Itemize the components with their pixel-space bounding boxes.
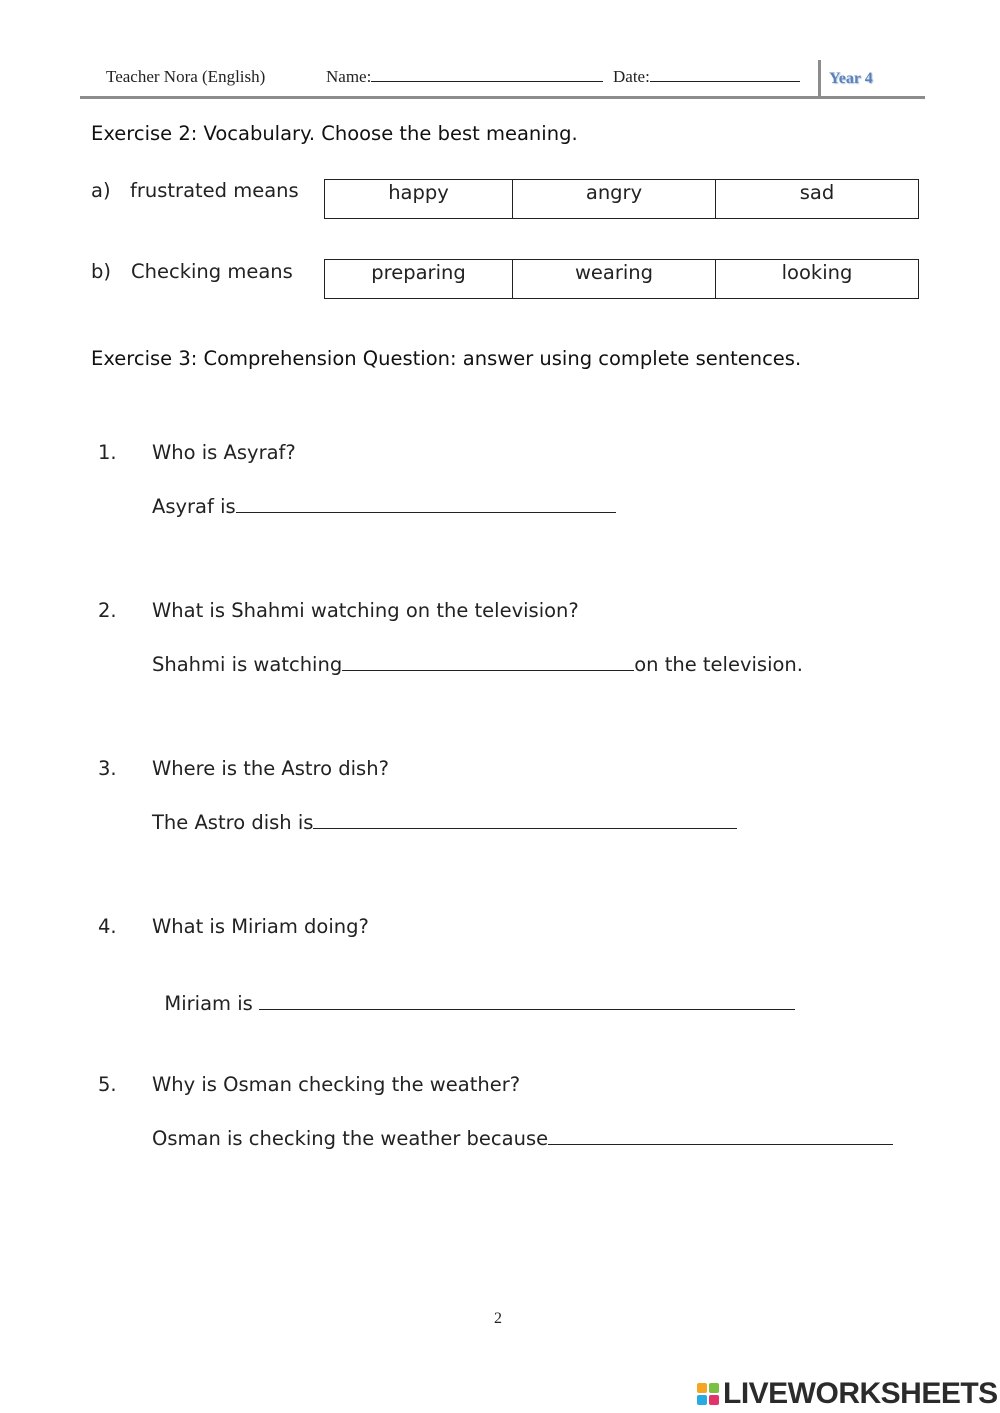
answer-2-prefix: Shahmi is watching xyxy=(152,653,343,676)
answer-1-line xyxy=(152,494,616,518)
brand-square xyxy=(697,1395,707,1405)
header-divider xyxy=(818,60,821,98)
answer-3-line xyxy=(152,810,737,834)
answer-4-prefix: Miriam is xyxy=(164,992,260,1015)
brand-square xyxy=(709,1395,719,1405)
question-2-text: What is Shahmi watching on the television? xyxy=(152,599,579,622)
date-field[interactable] xyxy=(613,67,800,87)
teacher-label: Teacher Nora (English) xyxy=(106,67,266,86)
brand-squares-icon xyxy=(697,1383,719,1405)
option-angry[interactable]: angry xyxy=(513,180,716,219)
answer-3-blank[interactable] xyxy=(313,810,737,829)
brand-square xyxy=(709,1383,719,1393)
name-label: Name: xyxy=(326,67,372,86)
date-blank[interactable] xyxy=(650,67,800,82)
question-5-number: 5. xyxy=(98,1073,117,1096)
vocab-item-a-letter: a) xyxy=(91,179,111,202)
question-1-text: Who is Asyraf? xyxy=(152,441,296,464)
exercise3-title: Exercise 3: Comprehension Question: answer using complete sentences. xyxy=(91,347,802,370)
answer-3-prefix: The Astro dish is xyxy=(152,811,314,834)
answer-2-suffix: on the television. xyxy=(634,653,803,676)
question-3-text: Where is the Astro dish? xyxy=(152,757,389,780)
brand-name: LIVEWORKSHEETS xyxy=(723,1377,998,1410)
question-3-number: 3. xyxy=(98,757,117,780)
name-field[interactable] xyxy=(326,67,603,87)
answer-1-blank[interactable] xyxy=(236,494,616,513)
vocab-item-b-letter: b) xyxy=(91,260,111,283)
answer-5-line xyxy=(152,1126,893,1150)
answer-5-blank[interactable] xyxy=(548,1126,893,1145)
date-label: Date: xyxy=(613,67,650,86)
answer-4-blank[interactable] xyxy=(259,991,795,1010)
answer-2-blank[interactable] xyxy=(342,652,634,671)
answer-4-line xyxy=(152,968,795,1015)
answer-2-line xyxy=(152,652,803,676)
exercise2-title: Exercise 2: Vocabulary. Choose the best meaning. xyxy=(91,122,578,145)
question-4-number: 4. xyxy=(98,915,117,938)
option-happy[interactable]: happy xyxy=(325,180,513,219)
header-rule xyxy=(80,96,925,99)
vocab-options-a xyxy=(324,179,919,219)
brand-square xyxy=(697,1383,707,1393)
answer-5-prefix: Osman is checking the weather because xyxy=(152,1127,549,1150)
option-looking[interactable]: looking xyxy=(716,260,919,299)
option-sad[interactable]: sad xyxy=(716,180,919,219)
year-badge: Year 4 xyxy=(829,70,873,87)
question-2-number: 2. xyxy=(98,599,117,622)
answer-1-prefix: Asyraf is xyxy=(152,495,236,518)
question-4-text: What is Miriam doing? xyxy=(152,915,369,938)
page-number: 2 xyxy=(494,1310,502,1327)
name-blank[interactable] xyxy=(371,67,603,82)
question-1-number: 1. xyxy=(98,441,117,464)
question-5-text: Why is Osman checking the weather? xyxy=(152,1073,521,1096)
option-preparing[interactable]: preparing xyxy=(325,260,513,299)
vocab-item-b-prompt: Checking means xyxy=(131,260,293,283)
vocab-options-b xyxy=(324,259,919,299)
vocab-item-a-prompt: frustrated means xyxy=(130,179,299,202)
liveworksheets-logo[interactable] xyxy=(697,1377,998,1411)
option-wearing[interactable]: wearing xyxy=(513,260,716,299)
